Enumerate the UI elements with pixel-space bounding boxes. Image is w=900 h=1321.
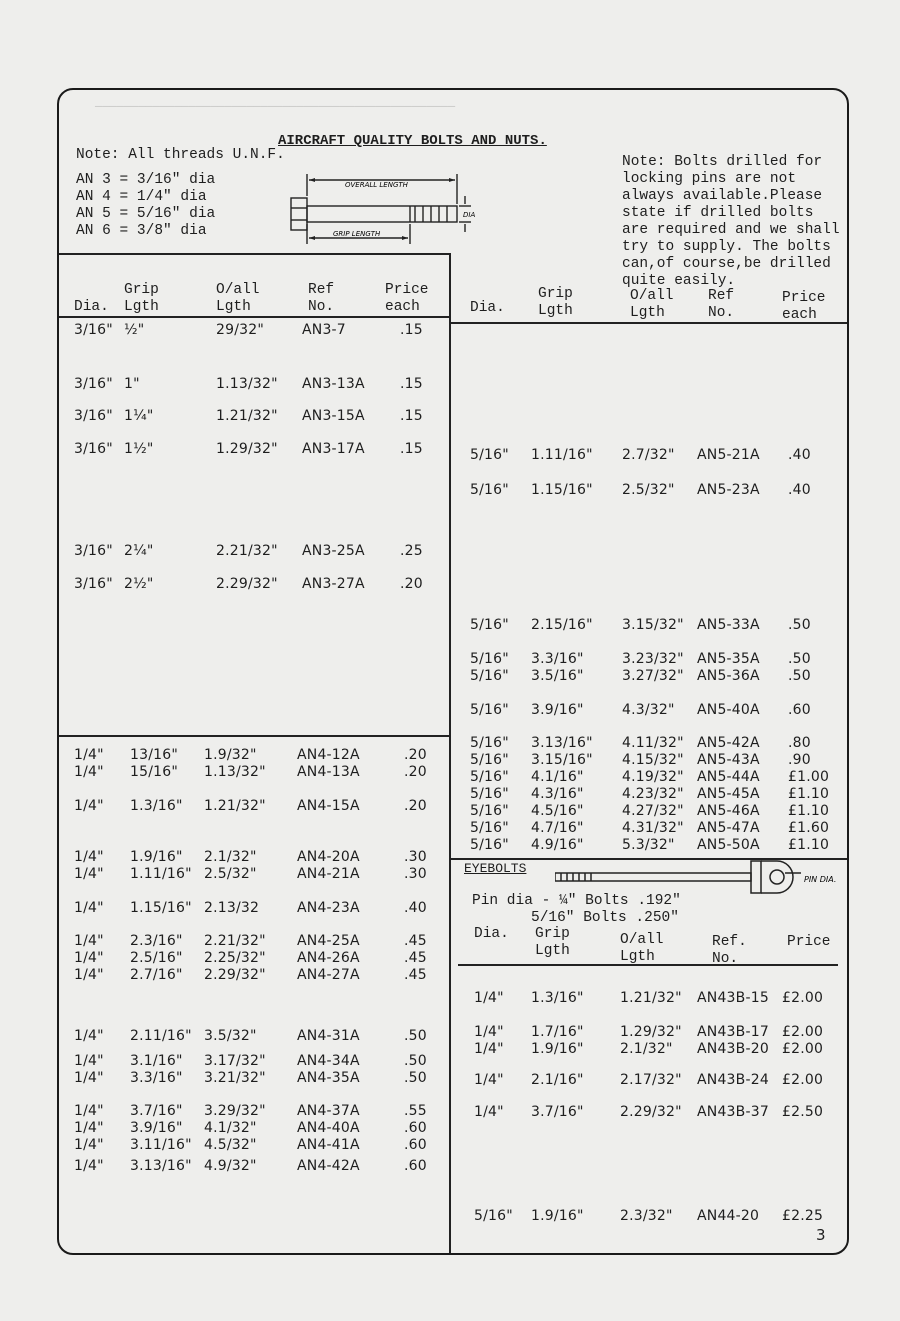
an5-cell-dia: 5/16" <box>470 702 509 718</box>
eyebolt-cell-grip: 1.9/16" <box>531 1208 584 1224</box>
an4-cell-oall: 4.5/32" <box>204 1137 257 1153</box>
an4-cell-grip: 2.5/16" <box>130 950 183 966</box>
an3-cell-oall: 29/32" <box>216 322 264 338</box>
an5-cell-oall: 4.23/32" <box>622 786 684 802</box>
an4-cell-dia: 1/4" <box>74 950 104 966</box>
an5-cell-oall: 4.3/32" <box>622 702 675 718</box>
showthrough-text: ────────────────────────────────────────────────── <box>95 100 456 114</box>
an4-cell-dia: 1/4" <box>74 1053 104 1069</box>
an4-cell-dia: 1/4" <box>74 1158 104 1174</box>
an4-cell-price: .20 <box>404 747 427 763</box>
an5-cell-dia: 5/16" <box>470 447 509 463</box>
an3-cell-grip: 2½" <box>124 576 154 592</box>
eyebolt-cell-grip: 1.3/16" <box>531 990 584 1006</box>
left-header-top-rule <box>59 253 449 255</box>
an4-cell-grip: 1.3/16" <box>130 798 183 814</box>
note-line: quite easily. <box>622 273 736 289</box>
header-grip-sub: Lgth <box>124 299 159 315</box>
header-price-sub: each <box>385 299 420 315</box>
an5-cell-dia: 5/16" <box>470 668 509 684</box>
an-size-line: AN 4 = 1/4" dia <box>76 189 207 205</box>
note-line: state if drilled bolts <box>622 205 814 221</box>
an5-cell-grip: 1.15/16" <box>531 482 593 498</box>
an4-cell-ref: AN4-15A <box>297 798 360 814</box>
an3-cell-dia: 3/16" <box>74 408 113 424</box>
an5-cell-ref: AN5-44A <box>697 769 760 785</box>
header-oall-sub: Lgth <box>630 305 665 321</box>
an4-cell-price: .50 <box>404 1053 427 1069</box>
an5-cell-ref: AN5-23A <box>697 482 760 498</box>
an3-cell-price: .20 <box>400 576 423 592</box>
an3-cell-oall: 1.13/32" <box>216 376 278 392</box>
eyebolt-header-price: Price <box>787 934 831 950</box>
header-grip: Grip <box>124 282 159 298</box>
an5-cell-grip: 2.15/16" <box>531 617 593 633</box>
note-line: always available.Please <box>622 188 823 204</box>
an4-cell-ref: AN4-23A <box>297 900 360 916</box>
an5-cell-ref: AN5-50A <box>697 837 760 853</box>
an5-cell-price: .40 <box>788 482 811 498</box>
an4-cell-oall: 2.29/32" <box>204 967 266 983</box>
eyebolt-header-ref-sub: No. <box>712 951 739 967</box>
note-line: locking pins are not <box>622 171 797 187</box>
an3-cell-price: .25 <box>400 543 423 559</box>
an5-cell-ref: AN5-46A <box>697 803 760 819</box>
an5-cell-dia: 5/16" <box>470 482 509 498</box>
an4-cell-oall: 2.21/32" <box>204 933 266 949</box>
an4-cell-price: .60 <box>404 1158 427 1174</box>
dia-label: DIA <box>463 211 476 219</box>
an5-cell-price: .50 <box>788 668 811 684</box>
an4-cell-price: .50 <box>404 1070 427 1086</box>
an5-cell-oall: 4.15/32" <box>622 752 684 768</box>
an4-cell-oall: 1.13/32" <box>204 764 266 780</box>
an5-cell-ref: AN5-43A <box>697 752 760 768</box>
an4-cell-oall: 3.29/32" <box>204 1103 266 1119</box>
eyebolt-cell-dia: 1/4" <box>474 1024 504 1040</box>
pin-dia-line: Pin dia - ¼" Bolts .192" <box>472 893 681 909</box>
an3-cell-oall: 2.21/32" <box>216 543 278 559</box>
an4-cell-dia: 1/4" <box>74 849 104 865</box>
an3-cell-price: .15 <box>400 376 423 392</box>
an4-cell-ref: AN4-35A <box>297 1070 360 1086</box>
an5-cell-oall: 3.23/32" <box>622 651 684 667</box>
an4-cell-dia: 1/4" <box>74 1103 104 1119</box>
an5-cell-grip: 4.1/16" <box>531 769 584 785</box>
an5-cell-oall: 2.5/32" <box>622 482 675 498</box>
an5-cell-oall: 3.15/32" <box>622 617 684 633</box>
eyebolt-cell-oall: 1.21/32" <box>620 990 682 1006</box>
an4-cell-ref: AN4-42A <box>297 1158 360 1174</box>
an3-cell-dia: 3/16" <box>74 376 113 392</box>
an5-cell-grip: 4.7/16" <box>531 820 584 836</box>
an5-cell-price: £1.10 <box>788 803 830 819</box>
page-title: AIRCRAFT QUALITY BOLTS AND NUTS. <box>278 133 547 149</box>
an3-cell-price: .15 <box>400 322 423 338</box>
an4-cell-price: .20 <box>404 798 427 814</box>
an4-cell-oall: 2.25/32" <box>204 950 266 966</box>
an3-cell-grip: 1¼" <box>124 408 154 424</box>
an5-cell-ref: AN5-42A <box>697 735 760 751</box>
an4-cell-grip: 3.3/16" <box>130 1070 183 1086</box>
an4-cell-grip: 3.9/16" <box>130 1120 183 1136</box>
an3-cell-grip: 2¼" <box>124 543 154 559</box>
eyebolt-cell-ref: AN43B-24 <box>697 1072 769 1088</box>
an5-cell-grip: 4.9/16" <box>531 837 584 853</box>
an3-an4-divider <box>59 735 450 737</box>
eyebolt-header-grip-sub: Lgth <box>535 943 570 959</box>
an5-cell-price: .90 <box>788 752 811 768</box>
eyebolt-cell-price: £2.00 <box>782 1041 824 1057</box>
an4-cell-oall: 3.17/32" <box>204 1053 266 1069</box>
an4-cell-oall: 3.5/32" <box>204 1028 257 1044</box>
an4-cell-dia: 1/4" <box>74 900 104 916</box>
column-divider <box>449 253 451 1253</box>
an3-cell-oall: 1.21/32" <box>216 408 278 424</box>
eyebolt-cell-oall: 2.1/32" <box>620 1041 673 1057</box>
an4-cell-dia: 1/4" <box>74 764 104 780</box>
an4-cell-grip: 3.1/16" <box>130 1053 183 1069</box>
an4-cell-ref: AN4-27A <box>297 967 360 983</box>
eyebolt-header-grip: Grip <box>535 926 570 942</box>
an4-cell-price: .30 <box>404 866 427 882</box>
eyebolt-cell-dia: 1/4" <box>474 1041 504 1057</box>
overall-length-label: OVERALL LENGTH <box>345 181 408 189</box>
an4-cell-grip: 1.11/16" <box>130 866 192 882</box>
eyebolt-header-oall-sub: Lgth <box>620 949 655 965</box>
an5-cell-ref: AN5-40A <box>697 702 760 718</box>
an5-cell-oall: 4.11/32" <box>622 735 684 751</box>
an5-cell-price: .50 <box>788 617 811 633</box>
pin-dia-line: 5/16" Bolts .250" <box>531 910 679 926</box>
header-dia: Dia. <box>74 299 109 315</box>
an5-cell-price: .40 <box>788 447 811 463</box>
an3-cell-dia: 3/16" <box>74 322 113 338</box>
an3-cell-ref: AN3-17A <box>302 441 365 457</box>
eyebolt-cell-grip: 1.9/16" <box>531 1041 584 1057</box>
eyebolt-cell-grip: 3.7/16" <box>531 1104 584 1120</box>
an5-cell-price: £1.10 <box>788 837 830 853</box>
an5-cell-dia: 5/16" <box>470 803 509 819</box>
an4-cell-ref: AN4-13A <box>297 764 360 780</box>
eyebolt-cell-price: £2.00 <box>782 990 824 1006</box>
an4-cell-oall: 4.9/32" <box>204 1158 257 1174</box>
header-dia: Dia. <box>470 300 505 316</box>
an4-cell-dia: 1/4" <box>74 747 104 763</box>
an4-cell-price: .45 <box>404 967 427 983</box>
left-header-bottom-rule <box>59 316 449 318</box>
an5-cell-grip: 3.5/16" <box>531 668 584 684</box>
eyebolt-cell-dia: 5/16" <box>474 1208 513 1224</box>
an5-cell-oall: 3.27/32" <box>622 668 684 684</box>
eyebolt-cell-oall: 2.17/32" <box>620 1072 682 1088</box>
eyebolts-title: EYEBOLTS <box>464 861 527 876</box>
eyebolt-cell-oall: 1.29/32" <box>620 1024 682 1040</box>
an5-cell-grip: 3.15/16" <box>531 752 593 768</box>
an4-cell-oall: 1.21/32" <box>204 798 266 814</box>
an5-cell-price: .50 <box>788 651 811 667</box>
an4-cell-oall: 1.9/32" <box>204 747 257 763</box>
an3-cell-dia: 3/16" <box>74 576 113 592</box>
eyebolt-cell-oall: 2.29/32" <box>620 1104 682 1120</box>
an5-cell-grip: 4.3/16" <box>531 786 584 802</box>
an3-cell-price: .15 <box>400 441 423 457</box>
an4-cell-price: .20 <box>404 764 427 780</box>
an5-cell-price: £1.00 <box>788 769 830 785</box>
an4-cell-ref: AN4-34A <box>297 1053 360 1069</box>
header-ref: Ref <box>708 288 735 304</box>
an5-cell-ref: AN5-45A <box>697 786 760 802</box>
eyebolt-cell-grip: 1.7/16" <box>531 1024 584 1040</box>
an4-cell-ref: AN4-31A <box>297 1028 360 1044</box>
an3-cell-dia: 3/16" <box>74 543 113 559</box>
an4-cell-oall: 4.1/32" <box>204 1120 257 1136</box>
an4-cell-price: .60 <box>404 1120 427 1136</box>
an4-cell-oall: 3.21/32" <box>204 1070 266 1086</box>
an3-cell-ref: AN3-27A <box>302 576 365 592</box>
header-oall: O/all <box>216 282 260 298</box>
header-price: Price <box>385 282 429 298</box>
an5-cell-dia: 5/16" <box>470 820 509 836</box>
an5-cell-price: .80 <box>788 735 811 751</box>
an5-cell-grip: 3.13/16" <box>531 735 593 751</box>
an5-cell-grip: 3.3/16" <box>531 651 584 667</box>
an5-cell-price: £1.60 <box>788 820 830 836</box>
an4-cell-ref: AN4-41A <box>297 1137 360 1153</box>
eyebolt-cell-dia: 1/4" <box>474 1104 504 1120</box>
an3-cell-grip: 1½" <box>124 441 154 457</box>
an5-cell-oall: 4.27/32" <box>622 803 684 819</box>
an3-cell-price: .15 <box>400 408 423 424</box>
an-size-line: AN 6 = 3/8" dia <box>76 223 207 239</box>
an4-cell-price: .45 <box>404 950 427 966</box>
header-price: Price <box>782 290 826 306</box>
an3-cell-ref: AN3-13A <box>302 376 365 392</box>
an-size-line: AN 5 = 5/16" dia <box>76 206 216 222</box>
an4-cell-price: .60 <box>404 1137 427 1153</box>
eyebolt-cell-ref: AN44-20 <box>697 1208 760 1224</box>
header-ref-sub: No. <box>708 305 735 321</box>
an4-cell-ref: AN4-25A <box>297 933 360 949</box>
eyebolt-cell-ref: AN43B-17 <box>697 1024 769 1040</box>
eyebolt-cell-price: £2.00 <box>782 1024 824 1040</box>
eyebolt-cell-dia: 1/4" <box>474 990 504 1006</box>
an5-cell-oall: 4.19/32" <box>622 769 684 785</box>
an4-cell-ref: AN4-21A <box>297 866 360 882</box>
header-oall: O/all <box>630 288 674 304</box>
header-ref: Ref <box>308 282 335 298</box>
note-line: Note: Bolts drilled for <box>622 154 823 170</box>
an5-cell-dia: 5/16" <box>470 617 509 633</box>
an4-cell-grip: 15/16" <box>130 764 178 780</box>
pin-dia-label: PIN DIA. <box>804 875 837 884</box>
an5-cell-dia: 5/16" <box>470 769 509 785</box>
an4-cell-oall: 2.1/32" <box>204 849 257 865</box>
an4-cell-price: .55 <box>404 1103 427 1119</box>
an5-cell-ref: AN5-33A <box>697 617 760 633</box>
header-ref-sub: No. <box>308 299 335 315</box>
an4-cell-dia: 1/4" <box>74 866 104 882</box>
header-oall-sub: Lgth <box>216 299 251 315</box>
an4-cell-grip: 3.7/16" <box>130 1103 183 1119</box>
an5-cell-dia: 5/16" <box>470 837 509 853</box>
eyebolt-cell-dia: 1/4" <box>474 1072 504 1088</box>
grip-length-label: GRIP LENGTH <box>333 230 381 238</box>
an5-cell-price: £1.10 <box>788 786 830 802</box>
eyebolt-cell-ref: AN43B-15 <box>697 990 769 1006</box>
eyebolt-cell-ref: AN43B-37 <box>697 1104 769 1120</box>
an4-cell-ref: AN4-37A <box>297 1103 360 1119</box>
header-grip-sub: Lgth <box>538 303 573 319</box>
an4-cell-ref: AN4-20A <box>297 849 360 865</box>
an3-cell-grip: ½" <box>124 322 145 338</box>
an5-cell-dia: 5/16" <box>470 735 509 751</box>
an5-cell-grip: 1.11/16" <box>531 447 593 463</box>
an4-cell-grip: 1.9/16" <box>130 849 183 865</box>
an4-cell-ref: AN4-12A <box>297 747 360 763</box>
eyebolt-cell-grip: 2.1/16" <box>531 1072 584 1088</box>
eyebolt-cell-oall: 2.3/32" <box>620 1208 673 1224</box>
eyebolt-header-dia: Dia. <box>474 926 509 942</box>
an5-cell-dia: 5/16" <box>470 651 509 667</box>
bolt-diagram <box>285 170 485 250</box>
eyebolt-cell-ref: AN43B-20 <box>697 1041 769 1057</box>
an3-cell-ref: AN3-7 <box>302 322 346 338</box>
an4-cell-dia: 1/4" <box>74 933 104 949</box>
an5-cell-ref: AN5-21A <box>697 447 760 463</box>
an5-cell-grip: 4.5/16" <box>531 803 584 819</box>
an4-cell-grip: 2.3/16" <box>130 933 183 949</box>
an4-cell-dia: 1/4" <box>74 1137 104 1153</box>
an3-cell-dia: 3/16" <box>74 441 113 457</box>
header-grip: Grip <box>538 286 573 302</box>
eyebolt-header-ref: Ref. <box>712 934 747 950</box>
eyebolt-cell-price: £2.00 <box>782 1072 824 1088</box>
eyebolt-header-oall: O/all <box>620 932 664 948</box>
thread-note: Note: All threads U.N.F. <box>76 147 285 163</box>
note-line: are required and we shall <box>622 222 840 238</box>
an4-cell-grip: 1.15/16" <box>130 900 192 916</box>
an3-cell-ref: AN3-25A <box>302 543 365 559</box>
an4-cell-oall: 2.13/32 <box>204 900 260 916</box>
an4-cell-ref: AN4-26A <box>297 950 360 966</box>
an4-cell-price: .40 <box>404 900 427 916</box>
an4-cell-ref: AN4-40A <box>297 1120 360 1136</box>
an4-cell-price: .50 <box>404 1028 427 1044</box>
an4-cell-grip: 2.11/16" <box>130 1028 192 1044</box>
an4-cell-price: .30 <box>404 849 427 865</box>
an4-cell-dia: 1/4" <box>74 1028 104 1044</box>
an3-cell-oall: 1.29/32" <box>216 441 278 457</box>
an5-cell-oall: 4.31/32" <box>622 820 684 836</box>
an-size-line: AN 3 = 3/16" dia <box>76 172 216 188</box>
an4-cell-dia: 1/4" <box>74 967 104 983</box>
an4-cell-dia: 1/4" <box>74 1120 104 1136</box>
an3-cell-grip: 1" <box>124 376 140 392</box>
eyebolt-cell-price: £2.25 <box>782 1208 824 1224</box>
note-line: try to supply. The bolts <box>622 239 831 255</box>
note-line: can,of course,be drilled <box>622 256 831 272</box>
an5-cell-grip: 3.9/16" <box>531 702 584 718</box>
an4-cell-grip: 13/16" <box>130 747 178 763</box>
an4-cell-dia: 1/4" <box>74 1070 104 1086</box>
an5-cell-dia: 5/16" <box>470 786 509 802</box>
an5-cell-ref: AN5-47A <box>697 820 760 836</box>
an5-cell-dia: 5/16" <box>470 752 509 768</box>
eyebolt-cell-price: £2.50 <box>782 1104 824 1120</box>
an4-cell-dia: 1/4" <box>74 798 104 814</box>
an4-cell-grip: 3.13/16" <box>130 1158 192 1174</box>
an4-cell-grip: 3.11/16" <box>130 1137 192 1153</box>
an4-cell-price: .45 <box>404 933 427 949</box>
an5-cell-ref: AN5-35A <box>697 651 760 667</box>
an3-cell-oall: 2.29/32" <box>216 576 278 592</box>
an4-cell-oall: 2.5/32" <box>204 866 257 882</box>
page-number: 3 <box>816 1226 826 1244</box>
an5-cell-ref: AN5-36A <box>697 668 760 684</box>
an5-cell-oall: 2.7/32" <box>622 447 675 463</box>
an5-cell-price: .60 <box>788 702 811 718</box>
an5-cell-oall: 5.3/32" <box>622 837 675 853</box>
header-price-sub: each <box>782 307 817 323</box>
an3-cell-ref: AN3-15A <box>302 408 365 424</box>
an4-cell-grip: 2.7/16" <box>130 967 183 983</box>
